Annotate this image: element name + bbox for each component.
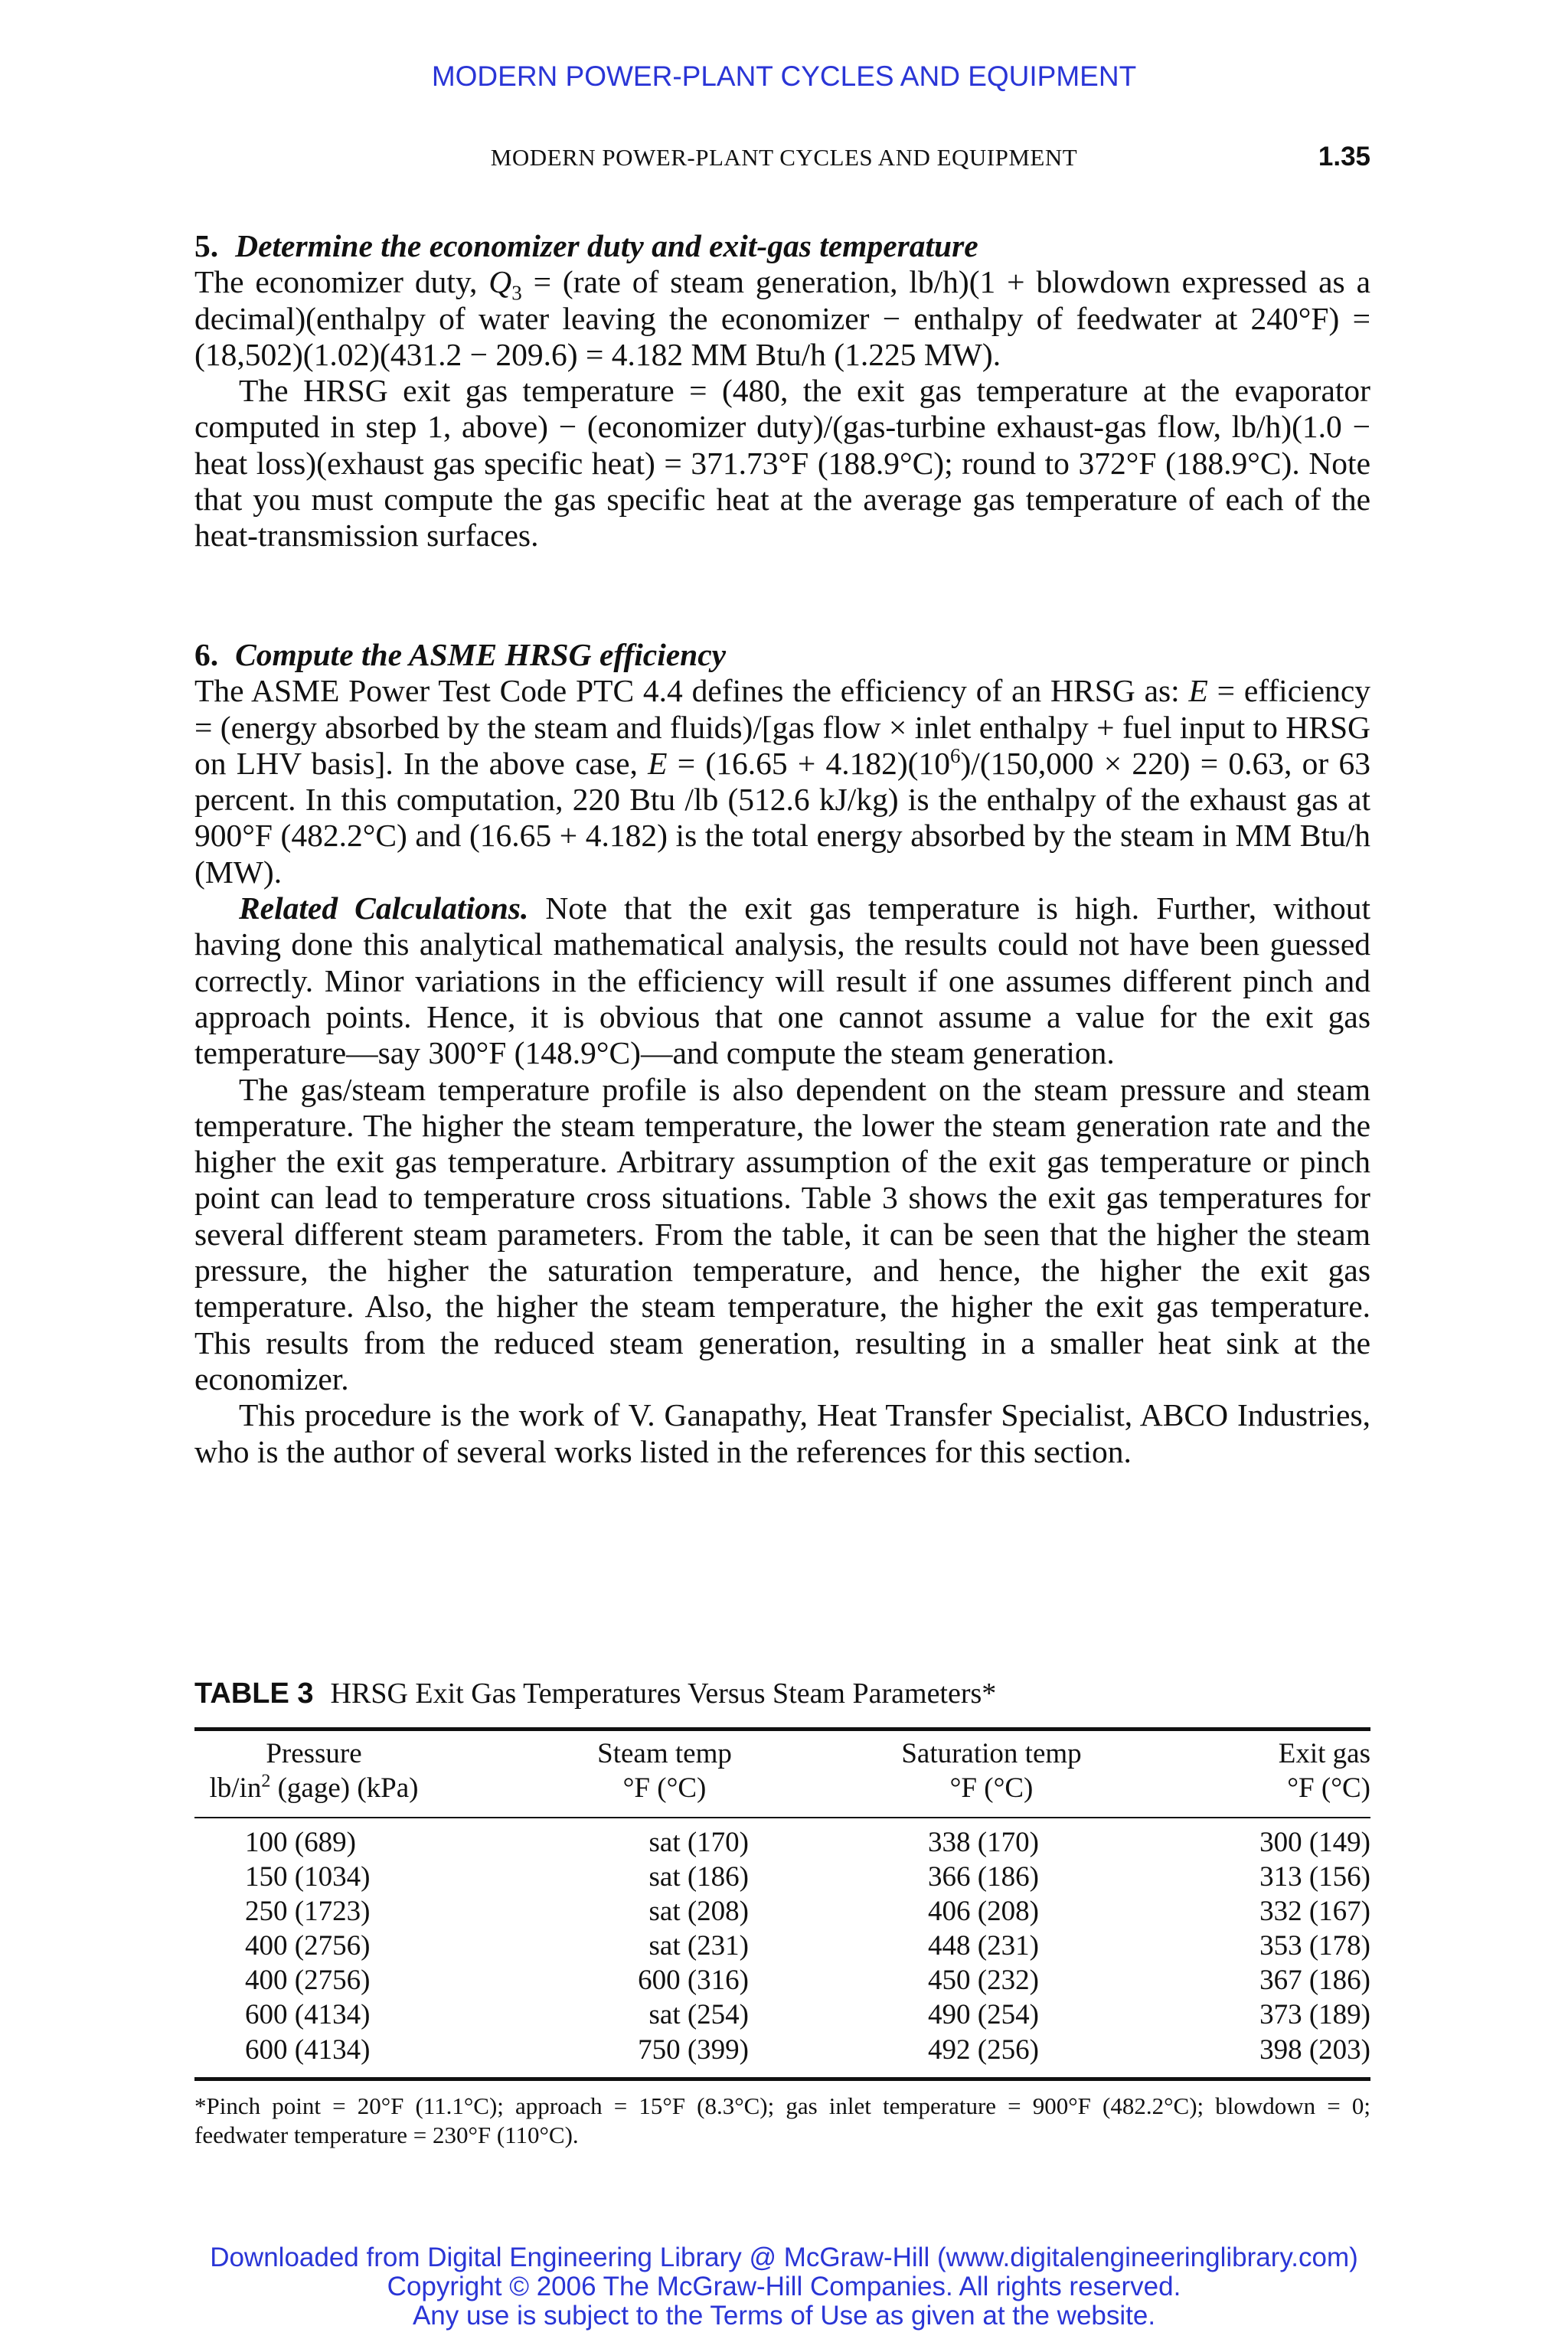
table-cell: sat (170)	[648, 1827, 749, 1858]
step5-title: Determine the economizer duty and exit-gas temperature	[235, 228, 978, 263]
footer-copyright-link[interactable]: Copyright © 2006 The McGraw-Hill Companies. All rights reserved.	[387, 2272, 1181, 2301]
text-run: = efficiency = (energy absorbed by the steam and fluids)/[gas flow × inlet enthalpy + fuel input to HRSG on LHV basis]. In the above case,	[194, 673, 1370, 781]
text-run: lb/in	[209, 1772, 262, 1804]
step6-paragraph-1	[194, 673, 1370, 890]
column-steam-temp	[596, 1825, 749, 2067]
page-number: 1.35	[1318, 142, 1370, 172]
step6-heading	[194, 637, 1370, 673]
header-line	[194, 1771, 433, 1805]
text-run: Note that the exit gas temperature is high. Further, without having done this analytical mathematical analysis, the results could not have been guessed correctly. Minor variations in the efficiency will result if one assumes different pinch and approach points. Hence, it is obvious that one cannot assume a value for the exit gas temperature—say 300°F (148.9°C)—and compute the steam generation.	[194, 890, 1370, 1071]
step5-number: 5.	[194, 228, 219, 263]
table-cell: 600 (316)	[638, 1965, 749, 1997]
table-cell: 367 (186)	[1259, 1965, 1370, 1997]
step5-paragraph-2: The HRSG exit gas temperature = (480, the exit gas temperature at the evaporator computed in step 1, above) − (economizer duty)/(gas-turbine exhaust-gas flow, lb/h)(1.0 − heat loss)(exhaust gas specific heat) = 371.73°F (188.9°C); round to 372°F (188.9°C). Note that you must compute the gas specific heat at the average gas temperature of each of the heat-transmission surfaces.	[194, 373, 1370, 554]
table-cell: 250 (1723)	[245, 1896, 371, 1928]
header-exit-gas	[1233, 1736, 1370, 1805]
running-head: MODERN POWER-PLANT CYCLES AND EQUIPMENT	[490, 144, 1078, 171]
text-run: (gage) (kPa)	[270, 1772, 419, 1804]
superscript: 2	[261, 1771, 271, 1792]
related-label: Related Calculations.	[239, 890, 529, 926]
subscript: 3	[511, 281, 522, 305]
header-line: Pressure	[266, 1738, 362, 1769]
header-line: Saturation temp	[901, 1738, 1082, 1769]
header-pressure	[194, 1736, 433, 1805]
table-cell: 490 (254)	[928, 1999, 1039, 2031]
table-cell: 353 (178)	[1259, 1930, 1370, 1962]
header-line: °F (°C)	[949, 1772, 1034, 1804]
table-cell: sat (231)	[648, 1930, 749, 1962]
superscript: 6	[950, 744, 961, 768]
text-run: The ASME Power Test Code PTC 4.4 defines the efficiency of an HRSG as:	[194, 673, 1189, 709]
header-line: °F (°C)	[622, 1772, 707, 1804]
step6-number: 6.	[194, 637, 219, 672]
table-cell: 366 (186)	[928, 1861, 1039, 1893]
table-cell: sat (208)	[648, 1896, 749, 1928]
table-cell: 406 (208)	[928, 1896, 1039, 1928]
table-caption	[194, 1675, 996, 1712]
step5-section	[194, 228, 1370, 554]
table-cell: 750 (399)	[638, 2034, 749, 2066]
related-paragraph-3: This procedure is the work of V. Ganapathy, Heat Transfer Specialist, ABCO Industries, who is the author of several works listed in the references for this section.	[194, 1397, 1370, 1469]
table-cell: 313 (156)	[1259, 1861, 1370, 1893]
footer-download-link[interactable]: Downloaded from Digital Engineering Library @ McGraw-Hill (www.digitalengineeringlibrary.com)	[210, 2243, 1358, 2272]
table-title: HRSG Exit Gas Temperatures Versus Steam Parameters*	[330, 1677, 997, 1710]
footer-terms-link[interactable]: Any use is subject to the Terms of Use as given at the website.	[412, 2301, 1156, 2331]
table-header-rule	[194, 1817, 1370, 1818]
header-line: °F (°C)	[1287, 1772, 1370, 1804]
table-cell: sat (254)	[648, 1999, 749, 2031]
text-run: = (rate of steam generation, lb/h)(1 + blowdown expressed as a decimal)(enthalpy of water leaving the economizer − enthalpy of feedwater at 240°F) = (18,502)(1.02)(431.2 − 209.6) = 4.182 MM Btu/h (1.225 MW).	[194, 264, 1370, 372]
text-run: )/(150,000 × 220) = 0.63, or 63 percent. In this computation, 220 Btu /lb (512.6 kJ/kg) is the enthalpy of the exhaust gas at 900°F (482.2°C) and (16.65 + 4.182) is the total energy absorbed by the steam in MM Btu/h (MW).	[194, 745, 1370, 890]
header-line: Exit gas	[1278, 1738, 1370, 1769]
related-paragraph-1	[194, 890, 1370, 1071]
related-paragraph-2: The gas/steam temperature profile is also dependent on the steam pressure and steam temperature. The higher the steam temperature, the lower the steam generation rate and the higher the exit gas temperature. Arbitrary assumption of the exit gas temperature or pinch point can lead to temperature cross situations. Table 3 shows the exit gas temperatures for several different steam parameters. From the table, it can be seen that the higher the steam pressure, the higher the saturation temperature, and hence, the higher the exit gas temperature. Also, the higher the steam temperature, the higher the exit gas temperature. This results from the reduced steam generation, resulting in a smaller heat sink at the economizer.	[194, 1071, 1370, 1396]
table-cell: 100 (689)	[245, 1827, 356, 1858]
column-saturation-temp	[928, 1825, 1039, 2067]
table-cell: 400 (2756)	[245, 1930, 371, 1962]
table-cell: 492 (256)	[928, 2034, 1039, 2066]
text-run: The economizer duty,	[194, 264, 489, 300]
table-cell: 332 (167)	[1259, 1896, 1370, 1928]
header-saturation-temp	[873, 1736, 1110, 1805]
step6-title: Compute the ASME HRSG efficiency	[235, 637, 727, 672]
table-cell: 300 (149)	[1259, 1827, 1370, 1858]
step5-heading	[194, 228, 1370, 264]
symbol-e: E	[648, 745, 668, 781]
symbol-q: Q	[488, 264, 512, 300]
column-exit-gas	[1217, 1825, 1370, 2067]
step6-section	[194, 637, 1370, 1470]
text-run: = (16.65 + 4.182)(10	[667, 745, 950, 781]
table-cell: 373 (189)	[1259, 1999, 1370, 2031]
table-cell: 448 (231)	[928, 1930, 1039, 1962]
table-cell: 150 (1034)	[245, 1861, 371, 1893]
table-footnote: *Pinch point = 20°F (11.1°C); approach = 15°F (8.3°C); gas inlet temperature = 900°F (482.2°C); blowdown = 0; feedwater temperature = 230°F (110°C).	[194, 2092, 1370, 2148]
symbol-e: E	[1188, 673, 1208, 709]
top-banner[interactable]: MODERN POWER-PLANT CYCLES AND EQUIPMENT	[431, 60, 1137, 92]
table-cell: 398 (203)	[1259, 2034, 1370, 2066]
download-footer	[0, 2243, 1568, 2331]
step5-paragraph-1	[194, 264, 1370, 373]
table-cell: 450 (232)	[928, 1965, 1039, 1997]
table-cell: 400 (2756)	[245, 1965, 371, 1997]
header-steam-temp	[557, 1736, 772, 1805]
table-cell: 338 (170)	[928, 1827, 1039, 1858]
table-cell: sat (186)	[648, 1861, 749, 1893]
table-bottom-rule	[194, 2077, 1370, 2081]
table-cell: 600 (4134)	[245, 1999, 371, 2031]
column-pressure	[245, 1825, 370, 2067]
header-line: Steam temp	[597, 1738, 732, 1769]
table-label: TABLE 3	[194, 1677, 314, 1710]
table-top-rule	[194, 1727, 1370, 1731]
table-cell: 600 (4134)	[245, 2034, 371, 2066]
